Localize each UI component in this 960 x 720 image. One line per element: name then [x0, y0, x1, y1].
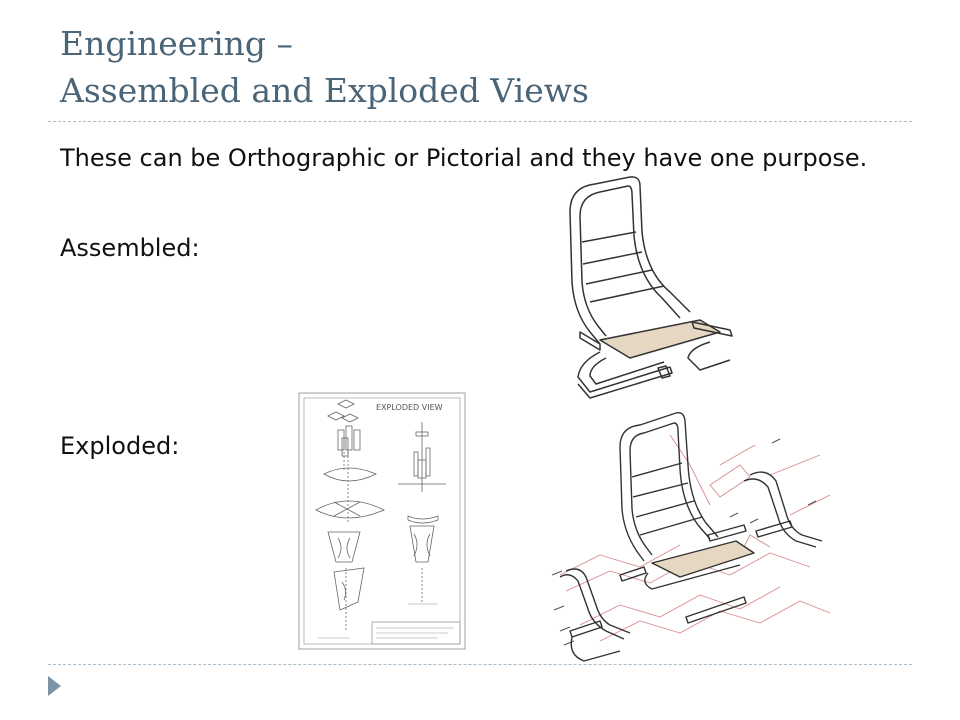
assembled-label: Assembled: — [60, 234, 200, 262]
title-divider — [48, 121, 912, 122]
sheet-heading: EXPLODED VIEW — [376, 403, 443, 412]
explosion-guide-lines — [560, 435, 830, 641]
exploded-chair-illustration — [540, 405, 840, 670]
exploded-seat-panel — [652, 541, 754, 577]
exploded-label: Exploded: — [60, 432, 180, 460]
title-line-2: Assembled and Exploded Views — [60, 71, 589, 110]
triangle-right-icon[interactable] — [48, 676, 61, 696]
assembled-chair-illustration — [560, 172, 750, 407]
slide-title — [60, 20, 920, 114]
exploded-view-drawing-sheet — [298, 392, 466, 650]
intro-paragraph: These can be Orthographic or Pictorial and they have one purpose. — [60, 144, 868, 172]
title-line-1: Engineering – — [60, 24, 294, 63]
seat-panel — [600, 320, 720, 358]
footer-divider — [48, 664, 912, 665]
